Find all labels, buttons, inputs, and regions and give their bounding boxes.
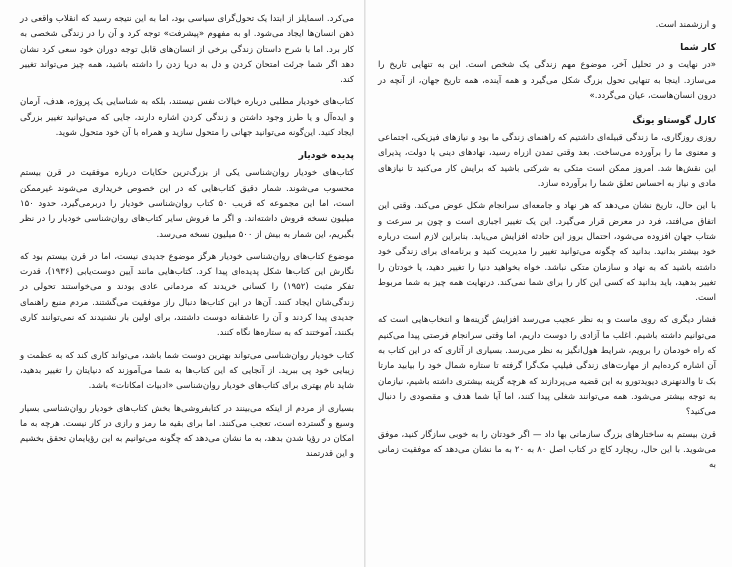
paragraph: قرن بیستم به ساختارهای بزرگ سازمانی بها داد — اگر خودتان را به خوبی سازگار کنید، موفق می‌شوید. با این حال، ریچارد کاچ در کتاب اصل ۸۰ به ۲۰ به ما نشان می‌دهد که موفقیت زمانی به — [378, 429, 716, 471]
paragraph: موضوع کتاب‌های روان‌شناسی خودیار هرگز موضوع جدیدی نیست، اما در قرن بیستم بود که نگارش این کتاب‌ها شکل پدیده‌ای پیدا کرد. کتاب‌هایی مانند آیین دوست‌یابی (۱۹۳۶)، قدرت تفکر مثبت (۱۹۵۲) را کسانی خریدند که مردمانی عادی بودند و می‌خواستند تحولی در زندگی‌شان ایجاد کنند. آن‌ها در این کتاب‌ها دنبال راز موفقیت می‌گشتند. مردم منبع راهنمای جدیدی پیدا کردند و آن را عاشقانه دوست داشتند، برای اولین بار نشنیدند که نمی‌توانند کاری بکنند، آموختند که به ستاره‌ها نگاه کنند. — [20, 251, 355, 339]
paragraph: کتاب‌های خودیار مطلبی درباره خیالات نفس نیستند، بلکه به شناسایی یک پروژه، هدف، آرمان و ایده‌آل و یا طرز وجود داشتن و زندگی کردن اشاره دارند، جایی که می‌توانید تغییر بزرگی ایجاد کنید. این‌گونه می‌توانید جهانی را متحول سازید و همراه با آن خود متحول شوید. — [20, 97, 354, 139]
paragraph: کتاب خودیار روان‌شناسی می‌تواند بهترین دوست شما باشد، می‌تواند کاری کند که به عظمت و زیبایی خود پی ببرید. از آنجایی که این کتاب‌ها به شما می‌آموزند که دنیایتان را تغییر بدهید، شاید نام بهتری برای کتاب‌های خودیار روان‌شناسی «ادبیات امکانات» باشد. — [20, 350, 354, 392]
paragraph: می‌کرد. اسمایلز از ابتدا یک تحول‌گرای سیاسی بود، اما به این نتیجه رسید که انقلاب واقعی در ذهن انسان‌ها ایجاد می‌شود. او به مفهوم «پیشرفت» توجه کرد و آن را در زندگی شخصی به کار برد. اما با شرح داستان زندگی برخی از انسان‌های قابل توجه دوران خود سعی کرد نشان دهد اگر شما جرئت امتحان کردن و دل به دریا زدن را داشته باشید، همه چیز می‌تواند تغییر کند. — [20, 14, 354, 86]
quote: «در نهایت و در تحلیل آخر، موضوع مهم زندگی یک شخص است. این به تنهایی تاریخ را می‌سازد. اینجا به تنهایی تحول بزرگ شکل می‌گیرد و همه آینده، همه تاریخ جهان، از آنچه در درون انسان‌هاست، عیان می‌گردد.» — [378, 60, 716, 101]
paragraph: فشار دیگری که روی ماست و به نظر عجیب می‌رسد افزایش گزینه‌ها و انتخاب‌هایی است که می‌توانیم داشته باشیم. اغلب ما آزادی را دوست داریم، اما وقتی سرانجام فرصتی پیدا می‌کنیم که راه خودمان را برویم، شرایط هول‌انگیز به نظر می‌رسد. بسیاری از آثاری که در این کتاب به آن اشاره کرده‌ایم از مهارت‌های زندگی فیلیپ مک‌گرا گرفته تا ستاره شمال خود را بیابید مارتا بک تا والدنهنری دیویدتورو به این قضیه می‌پردازند که هرچه گزینه بیشتری داشته باشیم، نیازمان به توجه بیشتر می‌شود. همه می‌توانند شغلی پیدا کنند، اما آیا شما هدف و مقصودی را دنبال می‌کنید؟ — [378, 315, 716, 418]
paragraph: کتاب‌های خودیار روان‌شناسی یکی از بزرگ‌ترین حکایات درباره موفقیت در قرن بیستم محسوب می‌شوند. شمار دقیق کتاب‌هایی که در این خصوص خریداری می‌شوند غیرممکن است، اما این مجموعه که قریب ۵۰ کتاب روان‌شناسی خودیار را دربرمی‌گیرد، حدود ۱۵۰ میلیون نسخه فروش داشته‌اند. و اگر ما فروش سایر کتاب‌های روان‌شناسی خودیار را در نظر بگیریم، این شمار به بیش از ۵۰۰ میلیون نسخه می‌رسد. — [20, 168, 354, 240]
paragraph: با این حال، تاریخ نشان می‌دهد که هر نهاد و جامعه‌ای سرانجام شکل عوض می‌کند. وقتی این اتفاق می‌افتد، فرد در معرض قرار می‌گیرد. این یک تغییر اجباری است و چون بر سرعت و شتاب جهان افزوده می‌شود، احتمال بروز این حادثه افزایش می‌یابد. بنابراین لازم است درباره خود بیشتر بدانید. بدانید که چگونه می‌توانید تغییر را مدیریت کنید و برنامه‌ای برای زندگی خود داشته باشید که به نهاد و سازمان متکی نباشد. خواه بخواهید دنیا را تغییر دهید، یا خودتان را تغییر بدهید، باید بدانید که کسی این کار را برای شما نمی‌کند. درنهایت همه چیز به شما مربوط است. — [378, 201, 716, 304]
paragraph: روزی روزگاری، ما زندگی قبیله‌ای داشتیم که راهنمای زندگی ما بود و نیازهای فیزیکی، اجتماعی و معنوی ما را برآورده می‌ساخت. بعد وقتی تمدن ازراه رسید، نهادهای دینی یا دولت، پذیرای این نقش‌ها شد. امروز ممکن است متکی به شرکتی باشید که برایش کار می‌کنید تا نیازهای مادی و نیاز به احساس تعلق شما را برآورده سازد. — [378, 133, 716, 190]
section-heading: پدیده خودیار — [298, 150, 354, 162]
section-heading: کار شما — [680, 42, 716, 54]
paragraph: بسیاری از مردم از اینکه می‌بینند در کتابفروشی‌ها بخش کتاب‌های خودیار روان‌شناسی بسیار وسیع و گسترده است، تعجب می‌کنند. اما برای بقیه ما رمز و رازی در کار نیست. هرچه به ما امکان در رؤیا شدن بدهد، به ما نشان می‌دهد که چگونه می‌توانیم به این رؤیایمان تحقق بخشیم و این قدرتمند — [20, 403, 354, 460]
right-page — [366, 0, 732, 567]
quote-author: کارل گوستاو یونگ — [632, 115, 716, 127]
paragraph: و ارزشمند است. — [655, 20, 716, 30]
